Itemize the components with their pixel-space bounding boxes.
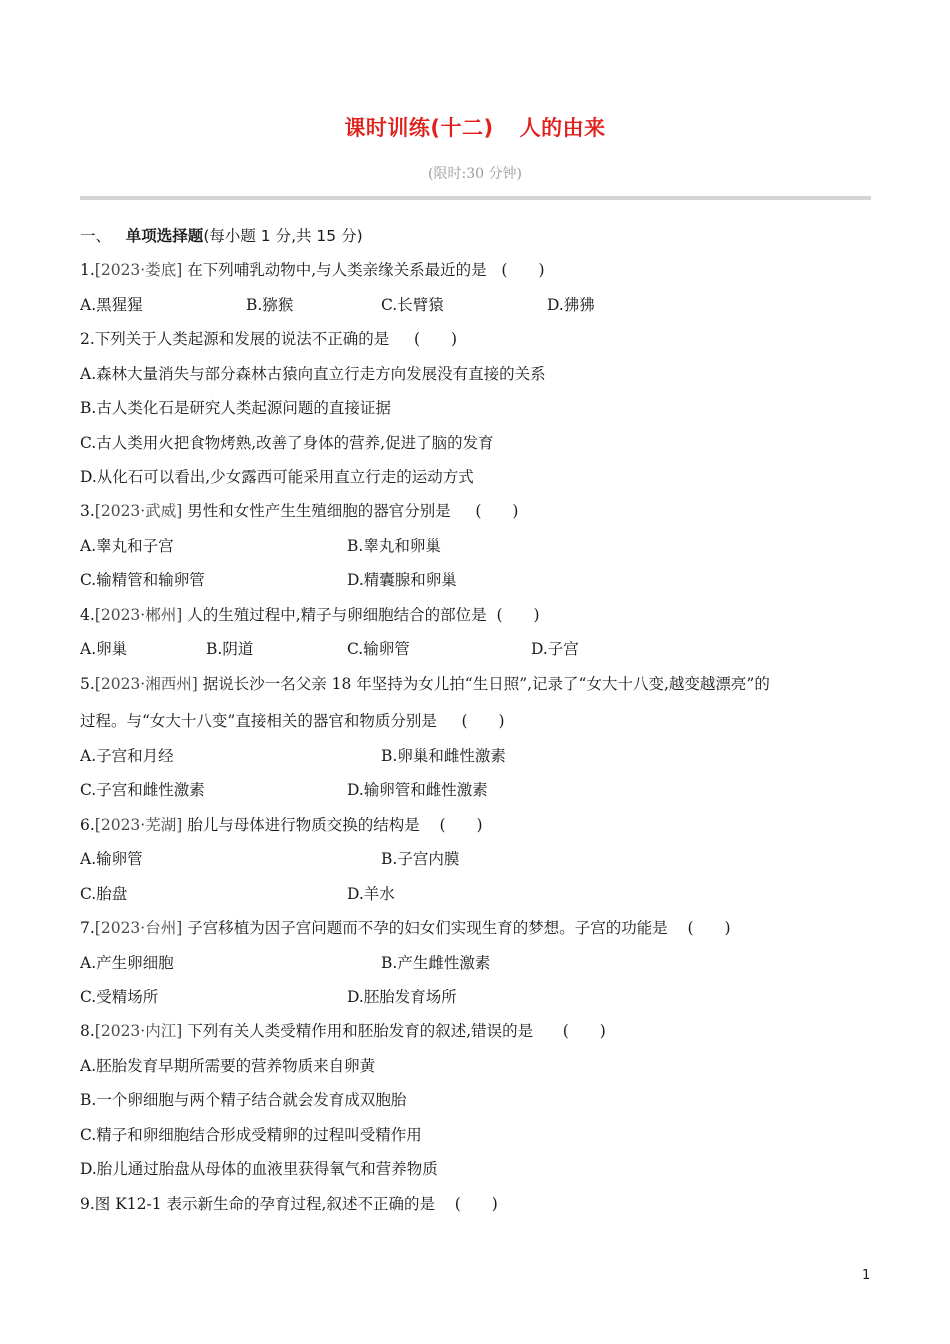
option: C.输精管和输卵管 <box>80 571 205 589</box>
answer-paren: ( ) <box>475 502 519 520</box>
question-number: 4. <box>80 606 95 624</box>
answer-paren: ( ) <box>687 919 731 937</box>
option: A.子宫和月经 <box>80 747 174 765</box>
option: A.产生卵细胞 <box>80 954 174 972</box>
question-stem: 人的生殖过程中,精子与卵细胞结合的部位是 <box>187 606 487 624</box>
option: A.胚胎发育早期所需要的营养物质来自卵黄 <box>80 1057 376 1075</box>
time-limit: (限时:30 分钟) <box>428 166 522 182</box>
question-1 <box>80 260 545 280</box>
option: C.古人类用火把食物烤熟,改善了身体的营养,促进了脑的发育 <box>80 434 494 452</box>
question-stem: 子宫移植为因子宫问题而不孕的妇女们实现生育的梦想。子宫的功能是 <box>187 919 668 937</box>
question-number: 9. <box>80 1195 95 1213</box>
question-7 <box>80 918 731 938</box>
option: B.猕猴 <box>246 296 294 314</box>
question-stem: 图 K12-1 表示新生命的孕育过程,叙述不正确的是 <box>94 1195 435 1213</box>
question-number: 2. <box>80 330 95 348</box>
answer-paren: ( ) <box>562 1022 606 1040</box>
question-9 <box>80 1194 498 1214</box>
question-number: 3. <box>80 502 95 520</box>
option: A.森林大量消失与部分森林古猿向直立行走方向发展没有直接的关系 <box>80 365 546 383</box>
question-number: 5. <box>80 675 95 693</box>
question-5-continued <box>80 711 505 731</box>
section-heading <box>80 226 363 246</box>
option: D.从化石可以看出,少女露西可能采用直立行走的运动方式 <box>80 468 474 486</box>
question-number: 6. <box>80 816 95 834</box>
option: B.产生雌性激素 <box>381 954 491 972</box>
page-title <box>0 112 950 142</box>
option: A.睾丸和子宫 <box>80 537 174 555</box>
question-source: [2023·娄底] <box>94 261 183 279</box>
question-4 <box>80 605 540 625</box>
section-name: 单项选择题 <box>125 227 204 245</box>
question-source: [2023·芜湖] <box>94 816 183 834</box>
question-stem: 男性和女性产生生殖细胞的器官分别是 <box>187 502 451 520</box>
option: A.黑猩猩 <box>80 296 143 314</box>
question-source: [2023·湘西州] <box>94 675 198 693</box>
answer-paren: ( ) <box>454 1195 498 1213</box>
question-stem: 据说长沙一名父亲 18 年坚持为女儿拍“生日照”,记录了“女大十八变,越变越漂亮”的 <box>202 675 770 693</box>
question-stem: 下列有关人类受精作用和胚胎发育的叙述,错误的是 <box>187 1022 534 1040</box>
question-3 <box>80 501 518 521</box>
answer-paren: ( ) <box>501 261 545 279</box>
question-stem-continued: 过程。与“女大十八变”直接相关的器官和物质分别是 <box>80 712 437 730</box>
question-number: 1. <box>80 261 95 279</box>
question-number: 7. <box>80 919 95 937</box>
option: B.子宫内膜 <box>381 850 460 868</box>
title-subtitle: 人的由来 <box>519 116 606 140</box>
answer-paren: ( ) <box>496 606 540 624</box>
option: A.卵巢 <box>80 640 128 658</box>
option: B.阴道 <box>206 640 254 658</box>
option: D.羊水 <box>347 885 395 903</box>
answer-paren: ( ) <box>413 330 458 348</box>
question-source: [2023·台州] <box>94 919 183 937</box>
option: D.胚胎发育场所 <box>347 988 457 1006</box>
option: B.古人类化石是研究人类起源问题的直接证据 <box>80 399 391 417</box>
option: C.精子和卵细胞结合形成受精卵的过程叫受精作用 <box>80 1126 422 1144</box>
option: A.输卵管 <box>80 850 143 868</box>
option: B.睾丸和卵巢 <box>347 537 441 555</box>
page-number: 1 <box>862 1268 871 1283</box>
option: C.受精场所 <box>80 988 159 1006</box>
section-number: 一、 <box>80 227 112 245</box>
option: C.胎盘 <box>80 885 128 903</box>
question-source: [2023·内江] <box>94 1022 183 1040</box>
option: C.输卵管 <box>347 640 410 658</box>
question-number: 8. <box>80 1022 95 1040</box>
answer-paren: ( ) <box>461 712 505 730</box>
title-main: 课时训练(十二) <box>344 116 494 140</box>
header-divider <box>80 196 871 200</box>
question-5 <box>80 674 770 694</box>
question-source: [2023·武威] <box>94 502 183 520</box>
question-stem: 下列关于人类起源和发展的说法不正确的是 <box>94 330 390 348</box>
question-stem: 在下列哺乳动物中,与人类亲缘关系最近的是 <box>187 261 487 279</box>
option: D.子宫 <box>531 640 579 658</box>
option: B.卵巢和雌性激素 <box>381 747 506 765</box>
option: C.子宫和雌性激素 <box>80 781 205 799</box>
question-stem: 胎儿与母体进行物质交换的结构是 <box>187 816 420 834</box>
question-8 <box>80 1021 606 1041</box>
question-2 <box>80 329 457 349</box>
option: D.输卵管和雌性激素 <box>347 781 488 799</box>
option: D.胎儿通过胎盘从母体的血液里获得氧气和营养物质 <box>80 1160 438 1178</box>
question-6 <box>80 815 483 835</box>
section-note: (每小题 1 分,共 15 分) <box>203 227 363 245</box>
question-source: [2023·郴州] <box>94 606 183 624</box>
option: B.一个卵细胞与两个精子结合就会发育成双胞胎 <box>80 1091 407 1109</box>
answer-paren: ( ) <box>439 816 483 834</box>
option: D.狒狒 <box>547 296 595 314</box>
option: D.精囊腺和卵巢 <box>347 571 457 589</box>
option: C.长臂猿 <box>381 296 444 314</box>
